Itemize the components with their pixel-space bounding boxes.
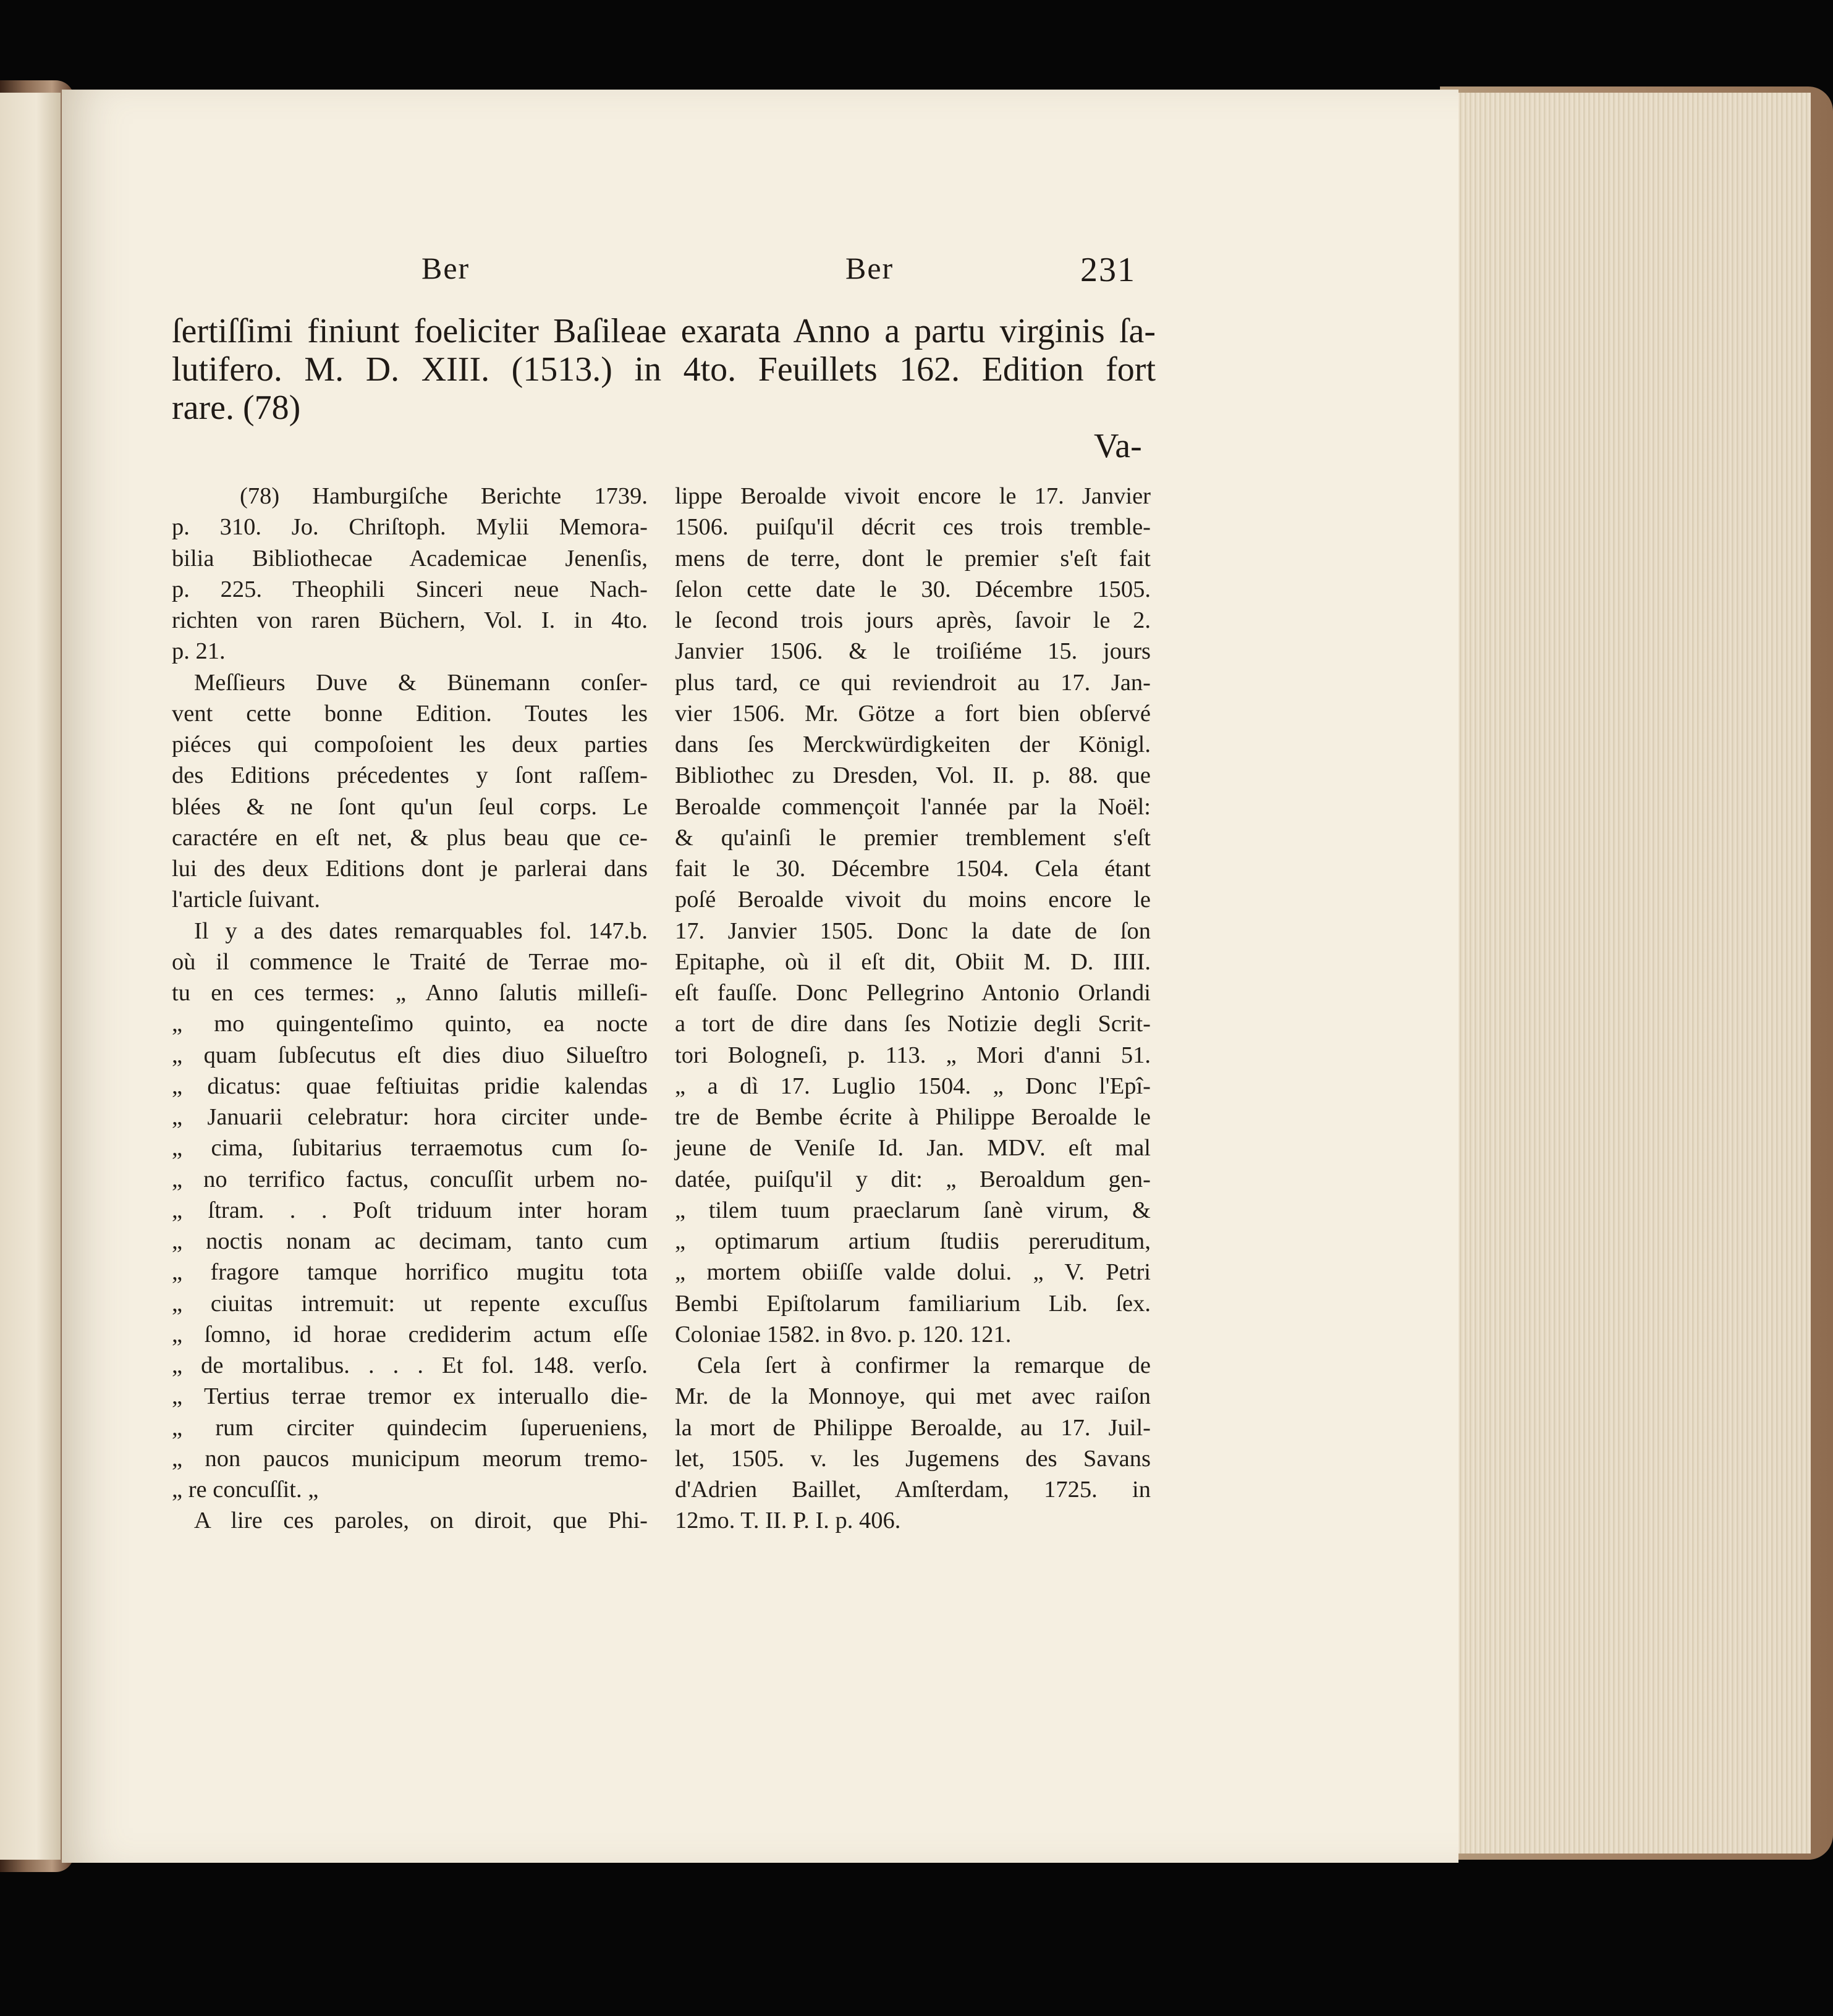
- text-line: Mr. de la Monnoye, qui met avec raiſon: [675, 1383, 1151, 1410]
- text-line: „ ciuitas intremuit: ut repente excuſſus: [172, 1290, 648, 1317]
- text-line: a tort de dire dans ſes Notizie degli Scrit-: [675, 1011, 1151, 1037]
- text-line: „ optimarum artium ſtudiis pereruditum,: [675, 1228, 1151, 1254]
- text-line: richten von raren Büchern, Vol. I. in 4to.: [172, 607, 648, 633]
- text-line: lippe Beroalde vivoit encore le 17. Janvier: [675, 483, 1151, 509]
- text-line: Meſſieurs Duve & Bünemann conſer-: [194, 669, 648, 696]
- intro-line-1: ſertiſſimi finiunt foeliciter Baſileae exarata Anno a partu virginis ſa-: [172, 312, 1156, 350]
- page-edges: [1452, 93, 1811, 1854]
- text-line: „ non paucos municipum meorum tremo-: [172, 1445, 648, 1472]
- text-line: 1506. puiſqu'il décrit ces trois tremble-: [675, 514, 1151, 541]
- intro-line-2: lutifero. M. D. XIII. (1513.) in 4to. Feuillets 162. Edition fort: [172, 350, 1156, 389]
- text-line: 12mo. T. II. P. I. p. 406.: [675, 1508, 901, 1534]
- running-head-left: Ber: [421, 251, 470, 285]
- text-line: „ fragore tamque horrifico mugitu tota: [172, 1259, 648, 1286]
- text-line: des Editions précedentes y ſont raſſem-: [172, 762, 648, 789]
- text-line: d'Adrien Baillet, Amſterdam, 1725. in: [675, 1477, 1151, 1503]
- text-line: „ quam ſubſecutus eſt dies diuo Silueſtro: [172, 1042, 648, 1068]
- text-line: p. 21.: [172, 638, 226, 665]
- text-line: „ ſtram. . . Poſt triduum inter horam: [172, 1197, 648, 1223]
- text-line: caractére en eſt net, & plus beau que ce-: [172, 824, 648, 851]
- text-line: „ rum circiter quindecim ſuperueniens,: [172, 1414, 648, 1441]
- text-line: tre de Bembe écrite à Philippe Beroalde le: [675, 1104, 1151, 1130]
- text-line: Bibliothec zu Dresden, Vol. II. p. 88. que: [675, 762, 1151, 789]
- text-line: Janvier 1506. & le troiſiéme 15. jours: [675, 638, 1151, 665]
- text-line: „ dicatus: quae feſtiuitas pridie kalendas: [172, 1073, 648, 1099]
- text-line: dans ſes Merckwürdigkeiten der Königl.: [675, 732, 1151, 757]
- right-column: [675, 481, 1151, 1537]
- text-line: (78) Hamburgiſche Berichte 1739.: [240, 483, 648, 509]
- text-line: „ tilem tuum praeclarum ſanè virum, &: [675, 1197, 1151, 1223]
- previous-page-edge: [0, 93, 61, 1860]
- text-line: où il commence le Traité de Terrae mo-: [172, 948, 648, 975]
- text-line: vier 1506. Mr. Götze a fort bien obſervé: [675, 700, 1151, 727]
- text-line: piéces qui compoſoient les deux parties: [172, 732, 648, 757]
- text-line: la mort de Philippe Beroalde, au 17. Juil-: [675, 1414, 1151, 1441]
- text-line: jeune de Veniſe Id. Jan. MDV. eſt mal: [675, 1135, 1151, 1162]
- text-line: „ a dì 17. Luglio 1504. „ Donc l'Epî-: [675, 1073, 1151, 1099]
- text-line: A lire ces paroles, on diroit, que Phi-: [194, 1508, 648, 1534]
- text-line: p. 225. Theophili Sinceri neue Nach-: [172, 576, 648, 602]
- left-column: [172, 481, 648, 1537]
- running-head-center: Ber: [845, 251, 894, 285]
- text-line: le ſecond trois jours après, ſavoir le 2.: [675, 607, 1151, 633]
- text-line: „ re concuſſit. „: [172, 1477, 319, 1503]
- text-line: datée, puiſqu'il y dit: „ Beroaldum gen-: [675, 1166, 1151, 1192]
- text-line: „ noctis nonam ac decimam, tanto cum: [172, 1228, 648, 1254]
- text-line: bilia Bibliothecae Academicae Jenenſis,: [172, 545, 648, 571]
- page-number: 231: [1080, 251, 1136, 289]
- text-line: Bembi Epiſtolarum familiarium Lib. ſex.: [675, 1290, 1151, 1317]
- text-line: p. 310. Jo. Chriſtoph. Mylii Memora-: [172, 514, 648, 541]
- catchword: Va-: [1094, 427, 1142, 465]
- text-line: Epitaphe, où il eſt dit, Obiit M. D. IIII.: [675, 948, 1151, 975]
- text-line: „ Tertius terrae tremor ex interuallo die-: [172, 1383, 648, 1410]
- text-line: tu en ces termes: „ Anno ſalutis milleſi-: [172, 980, 648, 1006]
- text-line: „ ſomno, id horae crediderim actum eſſe: [172, 1321, 648, 1348]
- text-line: Beroalde commençoit l'année par la Noël:: [675, 793, 1151, 820]
- text-line: 17. Janvier 1505. Donc la date de ſon: [675, 917, 1151, 944]
- text-line: & qu'ainſi le premier tremblement s'eſt: [675, 824, 1151, 851]
- text-line: l'article ſuivant.: [172, 887, 320, 913]
- text-line: mens de terre, dont le premier s'eſt fait: [675, 545, 1151, 571]
- text-line: poſé Beroalde vivoit du moins encore le: [675, 887, 1151, 913]
- text-line: plus tard, ce qui reviendroit au 17. Jan-: [675, 669, 1151, 696]
- text-line: blées & ne ſont qu'un ſeul corps. Le: [172, 793, 648, 820]
- text-line: Coloniae 1582. in 8vo. p. 120. 121.: [675, 1321, 1012, 1348]
- text-line: ſelon cette date le 30. Décembre 1505.: [675, 576, 1151, 602]
- text-line: fait le 30. Décembre 1504. Cela étant: [675, 856, 1151, 882]
- text-line: Il y a des dates remarquables fol. 147.b.: [194, 917, 648, 944]
- text-line: let, 1505. v. les Jugemens des Savans: [675, 1445, 1151, 1472]
- text-line: tori Bologneſi, p. 113. „ Mori d'anni 51.: [675, 1042, 1151, 1068]
- text-line: lui des deux Editions dont je parlerai dans: [172, 856, 648, 882]
- text-line: vent cette bonne Edition. Toutes les: [172, 700, 648, 727]
- text-line: „ no terrifico factus, concuſſit urbem no-: [172, 1166, 648, 1192]
- text-line: „ mortem obiiſſe valde dolui. „ V. Petri: [675, 1259, 1151, 1286]
- text-line: „ Januarii celebratur: hora circiter unde-: [172, 1104, 648, 1130]
- text-line: eſt fauſſe. Donc Pellegrino Antonio Orlandi: [675, 980, 1151, 1006]
- text-line: „ cima, ſubitarius terraemotus cum ſo-: [172, 1135, 648, 1162]
- text-line: „ mo quingenteſimo quinto, ea nocte: [172, 1011, 648, 1037]
- text-line: Cela ſert à confirmer la remarque de: [697, 1352, 1151, 1378]
- text-line: „ de mortalibus. . . . Et fol. 148. verſo.: [172, 1352, 648, 1378]
- intro-line-3: rare. (78): [172, 389, 301, 427]
